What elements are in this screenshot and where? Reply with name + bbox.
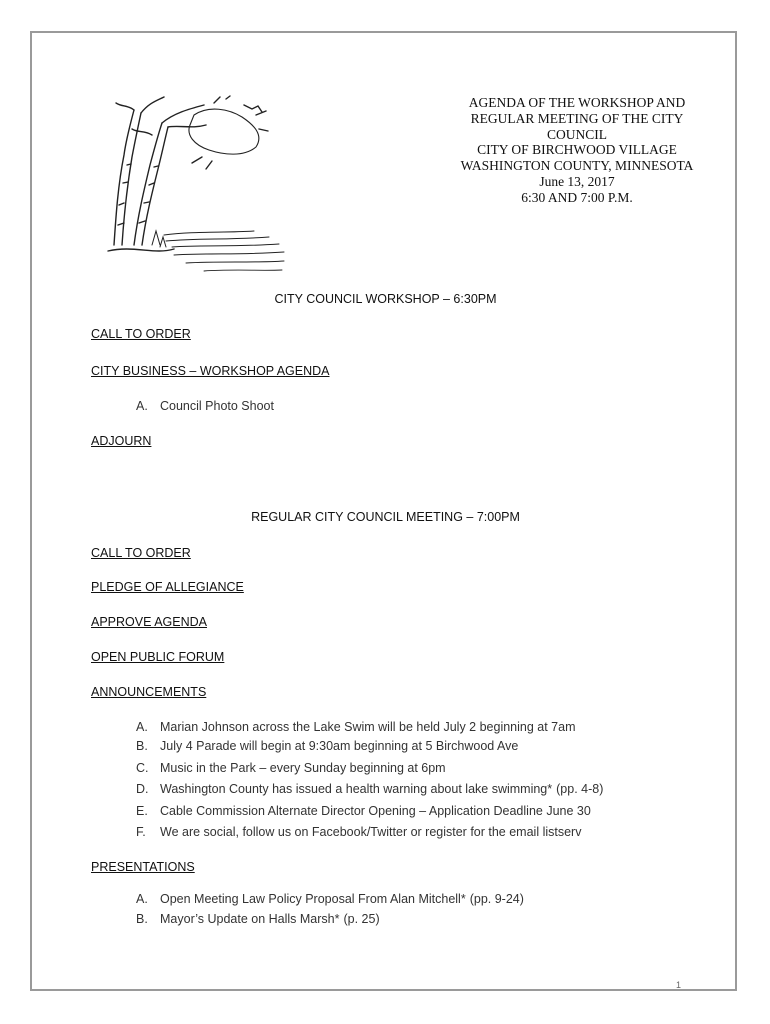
item-letter: A.: [136, 720, 148, 734]
item-text: Mayor’s Update on Halls Marsh*: [160, 912, 340, 926]
regular-meeting-heading: REGULAR CITY COUNCIL MEETING – 7:00PM: [251, 510, 520, 524]
item-text: Open Meeting Law Policy Proposal From Alan Mitchell*: [160, 892, 466, 906]
meeting-times: 6:30 AND 7:00 P.M.: [521, 189, 633, 205]
agenda-page: [30, 31, 737, 991]
meeting-date: June 13, 2017: [539, 173, 615, 189]
presentations-heading: PRESENTATIONS: [91, 860, 195, 874]
announcement-item: [136, 720, 576, 734]
page-reference: (pp. 9-24): [469, 892, 524, 906]
announcement-item: [136, 804, 591, 818]
item-letter: B.: [136, 912, 148, 926]
item-text: Music in the Park – every Sunday beginning at 6pm: [160, 761, 446, 775]
item-text: Council Photo Shoot: [160, 399, 274, 413]
announcement-item: [136, 782, 603, 796]
item-text: July 4 Parade will begin at 9:30am beginning at 5 Birchwood Ave: [160, 739, 519, 753]
agenda-title-block: [427, 95, 727, 206]
item-text: Washington County has issued a health warning about lake swimming*: [160, 782, 553, 796]
item-text: Cable Commission Alternate Director Opening – Application Deadline June 30: [160, 804, 591, 818]
item-letter: A.: [136, 399, 148, 413]
workshop-item: [136, 399, 274, 413]
item-text: Marian Johnson across the Lake Swim will be held July 2 beginning at 7am: [160, 720, 576, 734]
item-letter: F.: [136, 825, 146, 839]
item-letter: C.: [136, 761, 149, 775]
announcements-heading: ANNOUNCEMENTS: [91, 685, 207, 699]
pledge-heading: PLEDGE OF ALLEGIANCE: [91, 580, 244, 594]
title-line: WASHINGTON COUNTY, MINNESOTA: [460, 158, 694, 174]
title-line: REGULAR MEETING OF THE CITY: [470, 110, 684, 126]
item-text: We are social, follow us on Facebook/Twitter or register for the email listserv: [160, 825, 582, 839]
workshop-call-to-order: CALL TO ORDER: [91, 327, 191, 341]
presentation-item: [136, 892, 524, 906]
item-letter: E.: [136, 804, 148, 818]
announcement-item: [136, 739, 518, 753]
announcement-item: [136, 761, 446, 775]
page-number: 1: [676, 980, 682, 990]
open-forum-heading: OPEN PUBLIC FORUM: [91, 650, 225, 664]
announcement-item: [136, 825, 581, 839]
workshop-business-heading: CITY BUSINESS – WORKSHOP AGENDA: [91, 364, 330, 378]
regular-call-to-order: CALL TO ORDER: [91, 546, 191, 560]
title-line: CITY OF BIRCHWOOD VILLAGE: [477, 142, 677, 158]
item-letter: D.: [136, 782, 149, 796]
item-letter: A.: [136, 892, 148, 906]
title-line: AGENDA OF THE WORKSHOP AND: [468, 95, 686, 110]
item-letter: B.: [136, 739, 148, 753]
page-reference: (pp. 4-8): [556, 782, 604, 796]
workshop-heading: CITY COUNCIL WORKSHOP – 6:30PM: [274, 292, 497, 306]
birchwood-tree-logo: [94, 95, 289, 285]
title-line: COUNCIL: [547, 126, 607, 142]
presentation-item: [136, 912, 380, 926]
workshop-adjourn: ADJOURN: [91, 434, 152, 448]
page-reference: (p. 25): [343, 912, 380, 926]
approve-agenda-heading: APPROVE AGENDA: [91, 615, 208, 629]
